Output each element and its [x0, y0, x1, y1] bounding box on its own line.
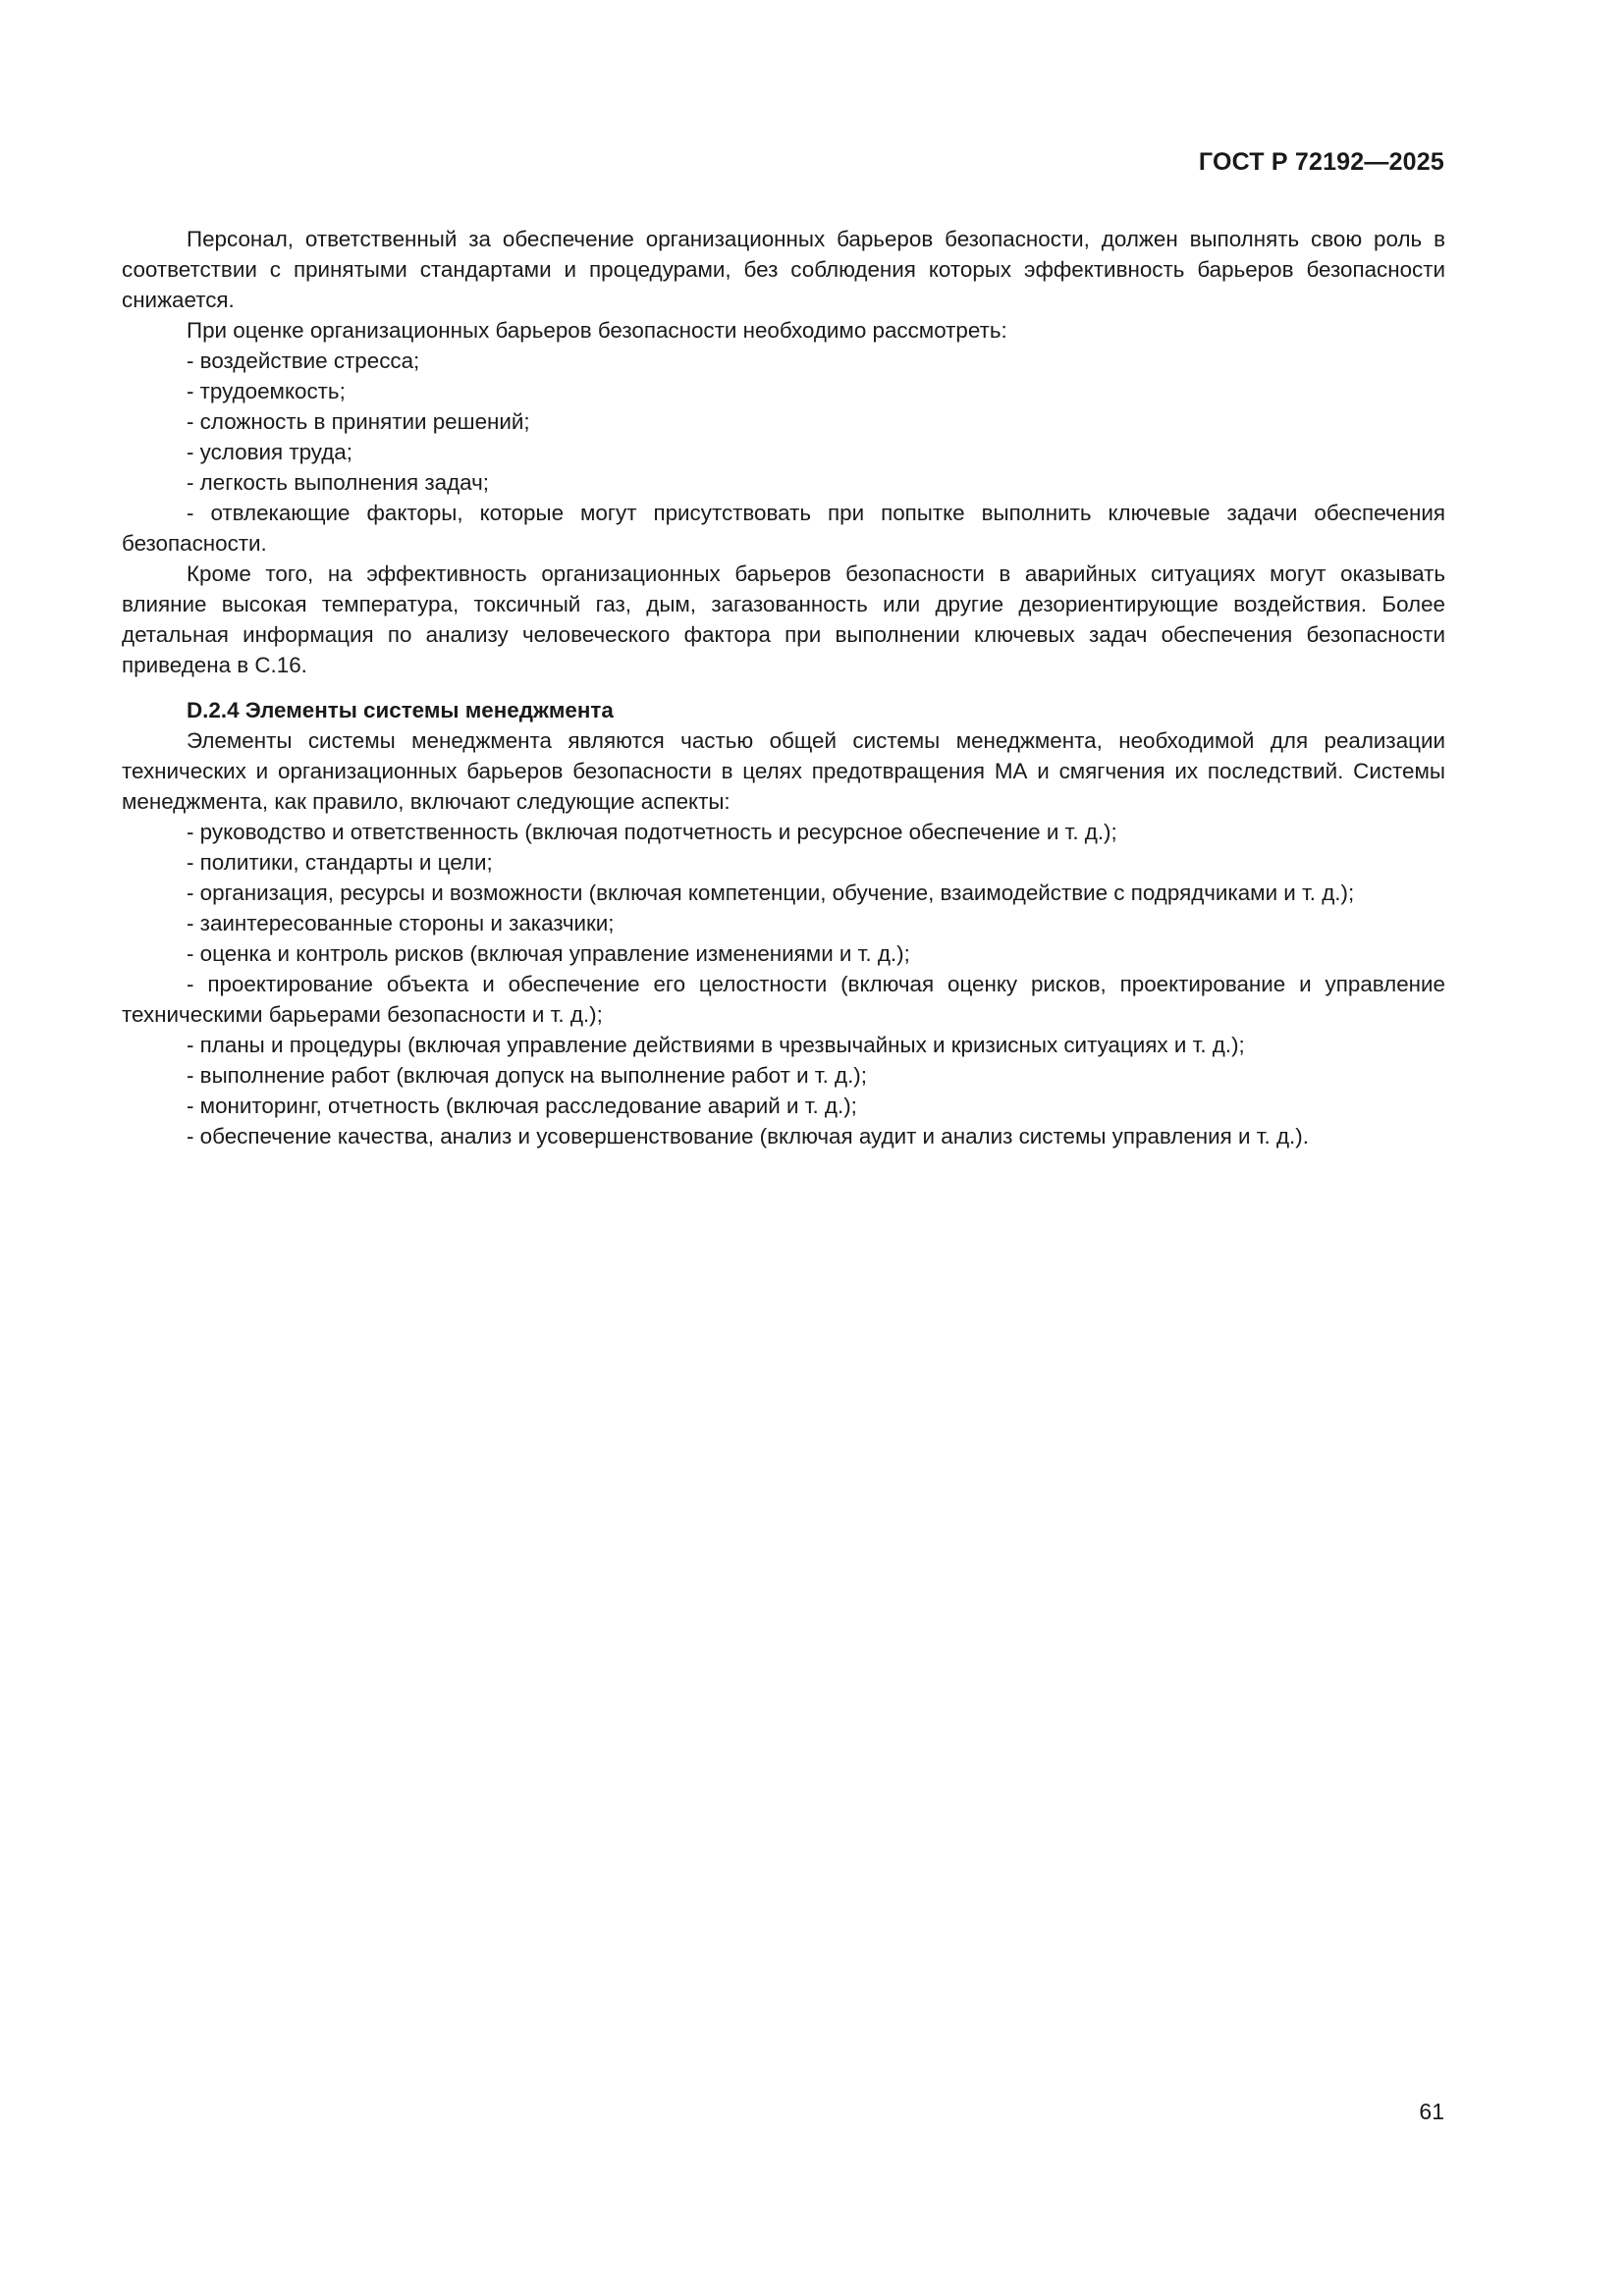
list-item: - планы и процедуры (включая управление действиями в чрезвычайных и кризисных ситуациях и т. д.);: [187, 1033, 1245, 1057]
list-item: - организация, ресурсы и возможности (включая компетенции, обучение, взаимодействие с подрядчиками и т. д.);: [187, 881, 1355, 905]
list-item: - обеспечение качества, анализ и усовершенствование (включая аудит и анализ системы управления и т. д.).: [187, 1124, 1309, 1148]
list-item: - выполнение работ (включая допуск на выполнение работ и т. д.);: [187, 1063, 867, 1088]
list-item: - политики, стандарты и цели;: [187, 850, 493, 875]
list-item: - заинтересованные стороны и заказчики;: [187, 911, 615, 935]
list-item: - сложность в принятии решений;: [187, 409, 530, 434]
paragraph-emergency-factors: Кроме того, на эффективность организационных барьеров безопасности в аварийных ситуациях могут оказывать влияние высокая температура, токсичный газ, дым, загазованность или другие дезориентирующие воздействия. Более детальная информация по анализу человеческого фактора при выполнении ключевых задач обеспечения безопасности приведена в С.16.: [122, 561, 1445, 677]
document-code: ГОСТ Р 72192—2025: [1198, 148, 1444, 176]
list-item: - оценка и контроль рисков (включая управление изменениями и т. д.);: [187, 941, 910, 966]
section-heading: D.2.4 Элементы системы менеджмента: [187, 698, 614, 722]
paragraph-personnel: Персонал, ответственный за обеспечение организационных барьеров безопасности, должен выполнять свою роль в соответствии с принятыми стандартами и процедурами, без соблюдения которых эффективность барьеров безопасности снижается.: [122, 227, 1445, 312]
list-item: - отвлекающие факторы, которые могут присутствовать при попытке выполнить ключевые задачи обеспечения безопасности.: [122, 501, 1445, 556]
list-item: - мониторинг, отчетность (включая расследование аварий и т. д.);: [187, 1094, 857, 1118]
list-item: - руководство и ответственность (включая подотчетность и ресурсное обеспечение и т. д.);: [187, 820, 1117, 844]
page-body: [122, 224, 1445, 1151]
list-item: - воздействие стресса;: [187, 348, 420, 373]
paragraph-management-elements: Элементы системы менеджмента являются частью общей системы менеджмента, необходимой для реализации технических и организационных барьеров безопасности в целях предотвращения МА и смягчения их последствий. Системы менеджмента, как правило, включают следующие аспекты:: [122, 728, 1445, 814]
page-number: 61: [1419, 2099, 1444, 2124]
paragraph-assessment-intro: При оценке организационных барьеров безопасности необходимо рассмотреть:: [187, 318, 1007, 343]
list-item: - условия труда;: [187, 440, 352, 464]
list-item: - легкость выполнения задач;: [187, 470, 490, 495]
list-item: - трудоемкость;: [187, 379, 346, 403]
list-item: - проектирование объекта и обеспечение его целостности (включая оценку рисков, проектирование и управление техническими барьерами безопасности и т. д.);: [122, 972, 1445, 1027]
